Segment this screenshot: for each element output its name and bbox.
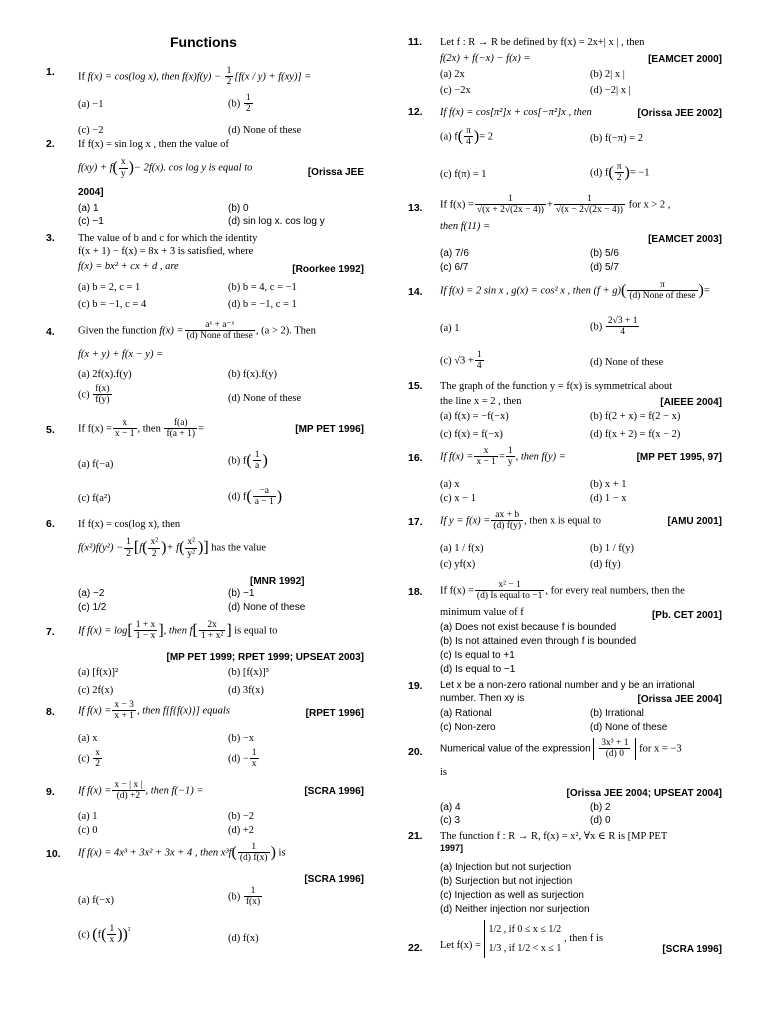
option-b[interactable]: (b) −1 bbox=[228, 588, 255, 599]
option-a[interactable]: (a) 4 bbox=[440, 802, 461, 813]
option-a[interactable]: (a) 1 / f(x) bbox=[440, 543, 484, 554]
option-a[interactable]: (a) x bbox=[440, 479, 460, 490]
question-4 bbox=[46, 320, 364, 420]
question-3 bbox=[46, 232, 364, 320]
option-d[interactable]: (d) None of these bbox=[228, 125, 302, 136]
source-tag: [RPET 1996] bbox=[305, 708, 364, 719]
option-a[interactable]: (a) 1 bbox=[440, 323, 460, 334]
option-c[interactable]: (c) Non-zero bbox=[440, 722, 496, 733]
option-d[interactable]: (d) 0 bbox=[590, 815, 611, 826]
question-text: If f(x) = 2 sin x , g(x) = cos² x , then (f + g)( π (d) None of these )= bbox=[440, 280, 710, 302]
option-a[interactable]: (a) 2f(x).f(y) bbox=[78, 369, 132, 380]
question-11 bbox=[408, 36, 722, 102]
source-tag: [AIEEE 2004] bbox=[660, 397, 722, 408]
option-d[interactable]: (d) 5/7 bbox=[590, 262, 619, 273]
question-text: If f(x) = $\frac{x}{x - 1}$ = $\frac{1}{y}$ , then f(y) = bbox=[440, 446, 566, 468]
option-b[interactable]: (b) −x bbox=[228, 733, 255, 744]
question-text: Let f : R → R be defined by f(x) = 2x+| x | , then f(2x) + f(−x) − f(x) = bbox=[440, 37, 645, 65]
option-d[interactable]: (d) − $\frac{1}{x}$ bbox=[228, 748, 257, 770]
option-d[interactable]: (d) None of these bbox=[590, 722, 668, 733]
question-8 bbox=[46, 700, 364, 778]
question-text: Numerical value of the expression $\frac{\text{3x³ + 1}}{(d) 0}$ for x = −3 is bbox=[440, 738, 682, 778]
option-b[interactable]: (b) [f(x)]³ bbox=[228, 667, 269, 678]
question-14 bbox=[408, 280, 722, 376]
source-tag: [EAMCET 2000] bbox=[648, 54, 722, 65]
question-number: 16. bbox=[408, 452, 423, 464]
option-b[interactable]: (b) $\frac{2√3 + 1}{4}$ bbox=[590, 316, 638, 338]
option-b[interactable]: (b) Irrational bbox=[590, 708, 644, 719]
source-tag: [SCRA 1996] bbox=[304, 786, 364, 797]
option-d[interactable]: (d) f(x + 2) = f(x − 2) bbox=[590, 429, 681, 440]
source-tag: [Pb. CET 2001] bbox=[651, 610, 722, 621]
option-a[interactable]: (a) Does not exist because f is bounded bbox=[440, 622, 617, 633]
option-b[interactable]: (b) f(x).f(y) bbox=[228, 369, 277, 380]
option-d[interactable]: (d) f(y) bbox=[590, 559, 621, 570]
option-b[interactable]: (b) 2| x | bbox=[590, 69, 625, 80]
source-tag: [Orissa JEE 2004] bbox=[637, 694, 722, 705]
question-number: 19. bbox=[408, 680, 423, 692]
question-18 bbox=[408, 580, 722, 678]
option-b[interactable]: (b) 2 bbox=[590, 802, 611, 813]
option-c[interactable]: (c) f(π) = 1 bbox=[440, 169, 487, 180]
question-12 bbox=[408, 106, 722, 198]
question-5 bbox=[46, 418, 364, 518]
option-a[interactable]: (a) f(x) = −f(−x) bbox=[440, 411, 509, 422]
question-number: 15. bbox=[408, 380, 423, 392]
option-b[interactable]: (b) 5/6 bbox=[590, 248, 619, 259]
option-c[interactable]: (c) $\frac{x}{2}$ bbox=[78, 748, 101, 770]
question-13 bbox=[408, 194, 722, 280]
question-number: 2. bbox=[46, 138, 55, 150]
option-d[interactable]: (d) f(x) bbox=[228, 933, 259, 944]
option-d[interactable]: (d) f( $\frac{\pi}{2}$ )= −1 bbox=[590, 162, 650, 184]
option-b[interactable]: (b) x + 1 bbox=[590, 479, 627, 490]
question-text: If f(x) = $\frac{x - 3}{x + 1}$ , then f[f{f(x)}] equals bbox=[78, 700, 230, 722]
option-a[interactable]: (a) 1 bbox=[78, 203, 99, 214]
option-b[interactable]: (b) f(−π) = 2 bbox=[590, 133, 644, 144]
question-1 bbox=[46, 66, 364, 138]
question-text: If f(x) = cos(log x), then f(x²)f(y²) − $\frac{1}{2}$ [f( $\frac{\text{x²}}{2}$ )+ f( $\frac{\text{x²}}{\text{y²}}$ )] has the value bbox=[78, 519, 267, 559]
option-b[interactable]: (b) −2 bbox=[228, 811, 255, 822]
option-d[interactable]: (d) None of these bbox=[590, 357, 664, 368]
option-c[interactable]: (c) x − 1 bbox=[440, 493, 476, 504]
question-number: 4. bbox=[46, 326, 55, 338]
option-b[interactable]: (b) Surjection but not injection bbox=[440, 876, 573, 887]
question-16 bbox=[408, 446, 722, 506]
option-a[interactable]: (a) 2x bbox=[440, 69, 465, 80]
source-tag: [Orissa JEE bbox=[307, 167, 364, 178]
option-c[interactable]: (c) 0 bbox=[78, 825, 98, 836]
option-c[interactable]: (c) 2f(x) bbox=[78, 685, 114, 696]
question-text: The graph of the function y = f(x) is symmetrical about the line x = 2 , then bbox=[440, 381, 673, 408]
option-b[interactable]: (b) $\frac{1}{f(x)}$ bbox=[228, 886, 261, 908]
option-c[interactable]: (c) $\frac{f(x)}{f(y)}$ bbox=[78, 384, 110, 406]
question-text: If f(x) = $\frac{x - | x |}{(d) +2}$ , then f(−1) = bbox=[78, 780, 204, 802]
source-tag: [MP PET 1995, 97] bbox=[636, 452, 722, 463]
option-b[interactable]: (b) f(2 + x) = f(2 − x) bbox=[590, 411, 681, 422]
question-text: If f(x) = $\frac{1}{√(x + 2√(2x - 4))}$ + $\frac{1}{√(x - 2√(2x - 4))}$ for x > 2 , then f(11) = bbox=[440, 194, 671, 232]
question-text: If f(x) = sin log x , then the value of f(xy) + f( $\frac{x}{y}$ )− 2f(x). cos log y is equal to bbox=[78, 139, 253, 179]
question-number: 22. bbox=[408, 942, 423, 954]
option-a[interactable]: (a) Injection but not surjection bbox=[440, 862, 572, 873]
question-15 bbox=[408, 380, 722, 444]
question-number: 5. bbox=[46, 424, 55, 436]
option-c[interactable]: (c) 1/2 bbox=[78, 602, 107, 613]
source-tag: [SCRA 1996] bbox=[662, 944, 722, 955]
option-c[interactable]: (c) Injection as well as surjection bbox=[440, 890, 584, 901]
option-c[interactable]: (c) 6/7 bbox=[440, 262, 469, 273]
option-b[interactable]: (b) f( $\frac{1}{a}$ ) bbox=[228, 450, 268, 472]
option-d[interactable]: (d) 3f(x) bbox=[228, 685, 264, 696]
question-number: 9. bbox=[46, 786, 55, 798]
option-a[interactable]: (a) Rational bbox=[440, 708, 492, 719]
option-a[interactable]: (a) [f(x)]² bbox=[78, 667, 119, 678]
question-text: Let f(x) = 1/2 , if 0 ≤ x ≤ 1/2 1/3 , if 1/2 < x ≤ 1 , then f is bbox=[440, 920, 722, 958]
question-text: If f(x) = cos[π²]x + cos[−π²]x , then bbox=[440, 107, 592, 118]
option-d[interactable]: (d) −2| x | bbox=[590, 85, 631, 96]
question-number: 11. bbox=[408, 36, 423, 48]
option-d[interactable]: (d) Is equal to −1 bbox=[440, 664, 516, 675]
option-c[interactable]: (c) −2 bbox=[78, 125, 104, 136]
source-tag: [MNR 1992] bbox=[250, 576, 305, 587]
option-a[interactable]: (a) f(−a) bbox=[78, 459, 114, 470]
question-text: Let x be a non-zero rational number and y be an irrational number. Then xy is bbox=[440, 680, 695, 704]
question-7 bbox=[46, 620, 364, 698]
question-number: 10. bbox=[46, 848, 61, 860]
question-number: 20. bbox=[408, 746, 423, 758]
question-10 bbox=[46, 842, 364, 962]
option-a[interactable]: (a) −2 bbox=[78, 588, 105, 599]
option-b[interactable]: (b) Is not attained even through f is bounded bbox=[440, 636, 637, 647]
option-c[interactable]: (c) b = −1, c = 4 bbox=[78, 299, 147, 310]
source-tag: [AMU 2001] bbox=[667, 516, 722, 527]
question-number: 8. bbox=[46, 706, 55, 718]
question-number: 17. bbox=[408, 516, 423, 528]
source-tag: 2004] bbox=[78, 187, 104, 198]
source-tag: [Orissa JEE 2002] bbox=[637, 108, 722, 119]
option-c[interactable]: (c) −1 bbox=[78, 216, 104, 227]
question-text: If f(x) = $\frac{x}{x - 1}$ , then $\frac{f(a)}{f(a + 1)}$ = bbox=[78, 418, 204, 440]
page-title: Functions bbox=[170, 34, 237, 50]
option-d[interactable]: (d) None of these bbox=[228, 393, 302, 404]
option-a[interactable]: (a) 1 bbox=[78, 811, 98, 822]
question-number: 13. bbox=[408, 202, 423, 214]
source-tag: [EAMCET 2003] bbox=[648, 234, 722, 245]
question-text: If f(x) = log[ $\frac{1 + x}{1 - x}$ ], then f[ $\frac{2x}{\text{1 + x²}}$ ] is equal to bbox=[78, 620, 278, 642]
option-a[interactable]: (a) f( $\frac{\pi}{4}$ )= 2 bbox=[440, 126, 494, 148]
question-text: If y = f(x) = $\frac{ax + b}{(d) f(y)}$ , then x is equal to bbox=[440, 510, 602, 532]
question-22 bbox=[408, 920, 722, 980]
fraction: $\frac{1}{2}$ bbox=[226, 66, 232, 88]
question-6 bbox=[46, 518, 364, 618]
option-c[interactable]: (c) √3 + $\frac{1}{4}$ bbox=[440, 350, 482, 372]
option-d[interactable]: (d) Neither injection nor surjection bbox=[440, 904, 590, 915]
option-a[interactable]: (a) f(−x) bbox=[78, 895, 114, 906]
question-text: Given the function f(x) = aˣ + a⁻ˣ (d) None of these , (a > 2). Then f(x + y) + f(x − y) = bbox=[78, 320, 316, 360]
question-19 bbox=[408, 680, 722, 736]
question-20 bbox=[408, 738, 722, 828]
question-text: If f(x) = 4x³ + 3x² + 3x + 4 , then x³f( $\frac{1}{(d) f(x)}$ ) is bbox=[78, 842, 286, 864]
source-tag: [MP PET 1996] bbox=[295, 424, 364, 435]
question-number: 7. bbox=[46, 626, 55, 638]
option-b[interactable]: (b) 0 bbox=[228, 203, 249, 214]
question-text: If f(x) = cos(log x), then f(x)f(y) − $\frac{1}{2}$ [f(x / y) + f(xy)] = bbox=[78, 66, 312, 88]
source-tag: [Orissa JEE 2004; UPSEAT 2004] bbox=[566, 788, 722, 799]
option-d[interactable]: (d) f( $\frac{-a}{a - 1}$ ) bbox=[228, 486, 283, 508]
option-c[interactable]: (c) f(x) = f(−x) bbox=[440, 429, 503, 440]
option-c[interactable]: (c) 3 bbox=[440, 815, 460, 826]
question-21 bbox=[408, 830, 722, 920]
option-a[interactable]: (a) b = 2, c = 1 bbox=[78, 282, 141, 293]
option-d[interactable]: (d) sin log x. cos log y bbox=[228, 216, 325, 227]
source-tag: [Roorkee 1992] bbox=[292, 264, 364, 275]
question-text: The value of b and c for which the identity f(x + 1) − f(x) = 8x + 3 is satisfied, where f(x) = bx² + cx + d , are bbox=[78, 233, 258, 273]
option-b[interactable]: (b) 1 / f(y) bbox=[590, 543, 635, 554]
option-a[interactable]: (a) 7/6 bbox=[440, 248, 469, 259]
option-c[interactable]: (c) Is equal to +1 bbox=[440, 650, 515, 661]
option-d[interactable]: (d) None of these bbox=[228, 602, 306, 613]
option-b[interactable]: (b) $\frac{1}{2}$ bbox=[228, 93, 251, 115]
question-text: The function f : R → R, f(x) = x², ∀x ∈ R is [MP PET 1997] bbox=[440, 831, 668, 854]
question-number: 14. bbox=[408, 286, 423, 298]
question-17 bbox=[408, 510, 722, 578]
option-b[interactable]: (b) b = 4, c = −1 bbox=[228, 282, 297, 293]
option-c[interactable]: (c) −2x bbox=[440, 85, 471, 96]
option-d[interactable]: (d) 1 − x bbox=[590, 493, 627, 504]
question-number: 3. bbox=[46, 232, 55, 244]
option-d[interactable]: (d) b = −1, c = 1 bbox=[228, 299, 297, 310]
question-number: 21. bbox=[408, 830, 423, 842]
option-c[interactable]: (c) f(a²) bbox=[78, 493, 111, 504]
option-d[interactable]: (d) +2 bbox=[228, 825, 255, 836]
question-number: 12. bbox=[408, 106, 423, 118]
option-c[interactable]: (c) yf(x) bbox=[440, 559, 476, 570]
option-a[interactable]: (a) −1 bbox=[78, 99, 104, 110]
question-number: 18. bbox=[408, 586, 423, 598]
option-a[interactable]: (a) x bbox=[78, 733, 98, 744]
source-tag: [MP PET 1999; RPET 1999; UPSEAT 2003] bbox=[166, 652, 364, 663]
option-c[interactable]: (c) (f( $\frac{1}{x}$ ))$^{^2}$ bbox=[78, 924, 131, 946]
question-9 bbox=[46, 780, 364, 838]
source-tag: [SCRA 1996] bbox=[304, 874, 364, 885]
question-text: If f(x) = x² − 1 (d) Is equal to −1 , for every real numbers, then the minimum value of f bbox=[440, 580, 685, 618]
question-2 bbox=[46, 138, 364, 230]
question-number: 6. bbox=[46, 518, 55, 530]
question-number: 1. bbox=[46, 66, 55, 78]
